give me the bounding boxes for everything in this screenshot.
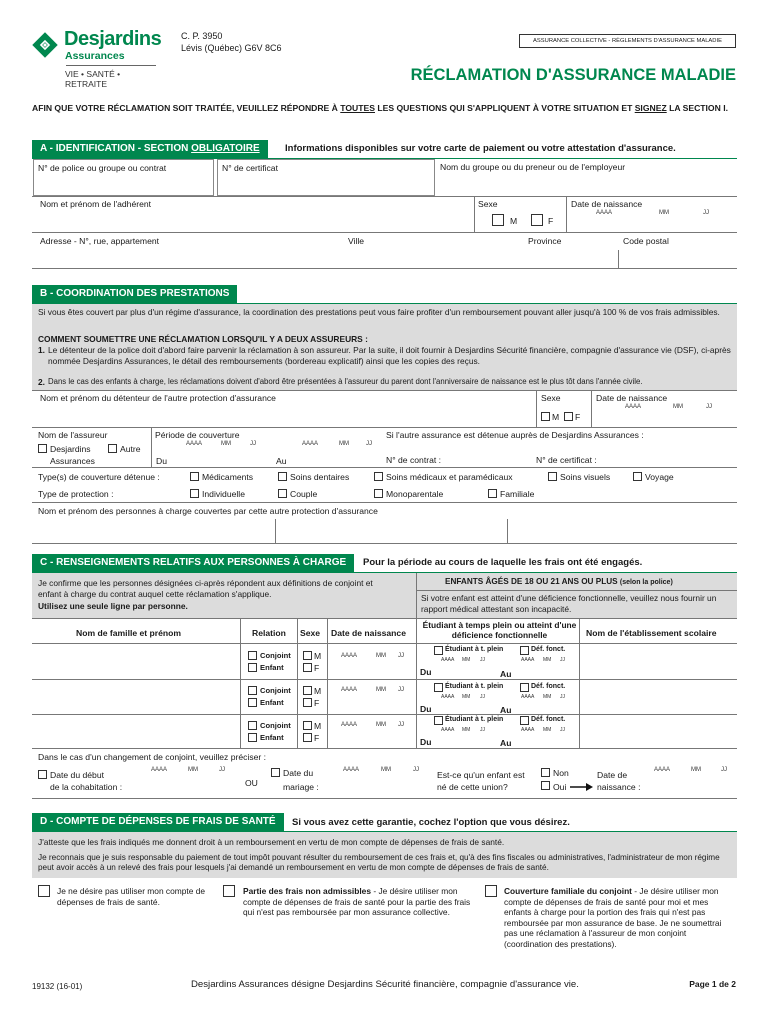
- tax-text: Je reconnais que je suis responsable du paiement de tout impôt pouvant résulter du remboursement de ces frais et, qu'à des fins fiscales ou administratives, l'administrateur de mon régime peut avoir accès à un relevé des frais pour lesquels j'ai demandé un remboursement en vertu de mon compte de dépenses de frais de santé.: [38, 853, 720, 872]
- coordination-item-2: Dans le cas des enfants à charge, les réclamations doivent d'abord être présentées à l'assureur du parent dont l'anniversaire de naissance est le plus tôt dans l'année civile.: [48, 377, 643, 386]
- conjoint-checkbox[interactable]: [248, 651, 257, 660]
- option-no-account-checkbox[interactable]: [38, 885, 50, 897]
- child-no-checkbox[interactable]: [541, 768, 550, 777]
- section-a-note: Informations disponibles sur votre carte de paiement ou votre attestation d'assurance.: [285, 143, 676, 154]
- attest-text: J'atteste que les frais indiqués me donnent droit à un remboursement en vertu de mon compte de dépenses de frais de santé.: [38, 837, 505, 847]
- disability-checkbox[interactable]: [520, 716, 529, 725]
- sex-m-checkbox[interactable]: [303, 686, 312, 695]
- certificate-field[interactable]: N° de certificat: [217, 159, 435, 196]
- family-checkbox[interactable]: [488, 489, 497, 498]
- coordination-item-1: Le détenteur de la police doit d'abord faire parvenir la réclamation à son assureur. Par la suite, il doit fournir à Desjardins Sécurité financière, compagnie d'assurance vie (DSF), ci-après nommée Desjardins Assurances, le détail des remboursements (bordereau explicatif) ainsi que les copies des reçus.: [48, 345, 731, 366]
- section-b-header: B - COORDINATION DES PRESTATIONS: [32, 285, 237, 303]
- page-title: RÉCLAMATION D'ASSURANCE MALADIE: [410, 66, 736, 84]
- policy-field[interactable]: N° de police ou groupe ou contrat: [33, 159, 214, 196]
- section-a-header: A - IDENTIFICATION - SECTION OBLIGATOIRE: [32, 140, 268, 158]
- mail-address: C. P. 3950 Lévis (Québec) G6V 8C6: [181, 31, 282, 53]
- logo-brand: Desjardins: [64, 28, 162, 50]
- disability-checkbox[interactable]: [520, 646, 529, 655]
- dependents-table: Nom de famille et prénom Relation Sexe Date de naissance Étudiant à temps plein ou atteint d'une déficience fonctionnelle Nom de l'établissement scolaire: [32, 618, 737, 748]
- kids-heading: ENFANTS ÂGÉS DE 18 OU 21 ANS OU PLUS (selon la police): [445, 577, 673, 586]
- period-label: Période de couverture: [155, 430, 240, 440]
- protection-type-label: Type de protection :: [38, 489, 114, 499]
- med-checkbox[interactable]: [190, 472, 199, 481]
- logo-sub: Assurances: [65, 50, 125, 62]
- sex-m-checkbox[interactable]: [492, 214, 504, 226]
- marriage-checkbox[interactable]: [271, 768, 280, 777]
- logo: [32, 28, 162, 89]
- kids-text: Si votre enfant est atteint d'une déficience fonctionnelle, veuillez nous fournir un rapport médical attestant son incapacité.: [421, 593, 717, 614]
- single-parent-checkbox[interactable]: [374, 489, 383, 498]
- option-spouse-text: Couverture familiale du conjoint - Je désire utiliser mon compte de dépenses de frais de santé pour moi et mes enfants à charge pour la portion des frais qui n'est pas remboursée par mon assurance de base. Je ne soumettrai pas une réclamation à l'assureur de mon conjoint (coordination des prestations).: [504, 886, 722, 949]
- holder-sex-f-checkbox[interactable]: [564, 412, 573, 421]
- enfant-checkbox[interactable]: [248, 733, 257, 742]
- coordination-intro: Si vous êtes couvert par plus d'un régime d'assurance, la coordination des prestations peut vous faire profiter d'un remboursement pouvant aller jusqu'à 100 % de vos frais admissibles.: [38, 307, 720, 317]
- dental-checkbox[interactable]: [278, 472, 287, 481]
- sex-f-checkbox[interactable]: [303, 698, 312, 707]
- city-label: Ville: [348, 236, 365, 246]
- coverage-types-label: Type(s) de couverture détenue :: [38, 472, 160, 482]
- logo-tagline: VIE • SANTÉ • RETRAITE: [65, 69, 121, 89]
- cohabitation-checkbox[interactable]: [38, 770, 47, 779]
- travel-checkbox[interactable]: [633, 472, 642, 481]
- table-row: Conjoint Enfant M F AAAA MM JJ Étudiant à t. plein Déf. fonct. AAAA MM JJ AAAA MM JJ Du Au: [32, 680, 737, 715]
- one-line-note: Utilisez une seule ligne par personne.: [38, 601, 188, 611]
- section-d-header: D - COMPTE DE DÉPENSES DE FRAIS DE SANTÉ: [32, 813, 284, 831]
- sex-m-checkbox[interactable]: [303, 721, 312, 730]
- sex-label: Sexe: [478, 199, 498, 209]
- contract-number-label: N° de contrat :: [386, 455, 442, 465]
- insurer-other-checkbox[interactable]: [108, 444, 117, 453]
- student-checkbox[interactable]: [434, 716, 443, 725]
- sex-f-checkbox[interactable]: [303, 663, 312, 672]
- province-label: Province: [528, 236, 562, 246]
- address-label: Adresse - N°, rue, appartement: [40, 236, 160, 246]
- sex-m-checkbox[interactable]: [303, 651, 312, 660]
- section-c-note: Pour la période au cours de laquelle les frais ont été engagés.: [363, 557, 643, 568]
- option-no-account-text: Je ne désire pas utiliser mon compte de dépenses de frais de santé.: [57, 886, 206, 907]
- option-partial-checkbox[interactable]: [223, 885, 235, 897]
- insurer-label: Nom de l'assureur: [38, 430, 108, 440]
- header-box: ASSURANCE COLLECTIVE - RÈGLEMENTS D'ASSURANCE MALADIE: [519, 34, 736, 48]
- other-desjardins-label: Si l'autre assurance est détenue auprès de Desjardins Assurances :: [386, 430, 644, 440]
- page-number: Page 1 de 2: [689, 979, 736, 989]
- section-c-header: C - RENSEIGNEMENTS RELATIFS AUX PERSONNES À CHARGE: [32, 554, 354, 572]
- disability-checkbox[interactable]: [520, 683, 529, 692]
- option-partial-text: Partie des frais non admissibles - Je désire utiliser mon compte de dépenses de frais de santé pour la partie des frais qui n'est pas remboursée par mon assurance collective.: [243, 886, 471, 917]
- enfant-checkbox[interactable]: [248, 698, 257, 707]
- desjardins-logo-icon: [32, 32, 58, 58]
- coordination-heading: COMMENT SOUMETTRE UNE RÉCLAMATION LORSQU'IL Y A DEUX ASSUREURS :: [38, 334, 368, 344]
- group-name-label: Nom du groupe ou du preneur ou de l'employeur: [440, 162, 626, 172]
- couple-checkbox[interactable]: [278, 489, 287, 498]
- child-yes-checkbox[interactable]: [541, 781, 550, 790]
- spouse-change-label: Dans le cas d'un changement de conjoint, veuillez préciser :: [38, 752, 267, 762]
- member-name-label: Nom et prénom de l'adhérent: [40, 199, 152, 209]
- vision-checkbox[interactable]: [548, 472, 557, 481]
- option-spouse-checkbox[interactable]: [485, 885, 497, 897]
- section-d-note: Si vous avez cette garantie, cochez l'option que vous désirez.: [292, 817, 570, 828]
- sex-f-checkbox[interactable]: [303, 733, 312, 742]
- arrow-right-icon: [570, 782, 594, 792]
- conjoint-checkbox[interactable]: [248, 721, 257, 730]
- form-code: 19132 (16-01): [32, 982, 83, 991]
- confirm-text: Je confirme que les personnes désignées ci-après répondent aux définitions de conjoint et enfant à charge du contrat auquel cette réclamation s'applique.: [38, 578, 373, 599]
- paramed-checkbox[interactable]: [374, 472, 383, 481]
- dob-label: Date de naissance: [571, 199, 643, 209]
- individual-checkbox[interactable]: [190, 489, 199, 498]
- footer-text: Desjardins Assurances désigne Desjardins Sécurité financière, compagnie d'assurance vie.: [191, 979, 579, 990]
- table-row: Conjoint Enfant M F AAAA MM JJ Étudiant à t. plein Déf. fonct. AAAA MM JJ AAAA MM JJ Du Au: [32, 715, 737, 749]
- certificate-number-label: N° de certificat :: [536, 455, 597, 465]
- holder-sex-m-checkbox[interactable]: [541, 412, 550, 421]
- postal-label: Code postal: [623, 236, 669, 246]
- table-row: Conjoint Enfant M F AAAA MM JJ Étudiant à t. plein Déf. fonct. AAAA MM JJ AAAA MM JJ Du Au: [32, 644, 737, 680]
- intro-text: AFIN QUE VOTRE RÉCLAMATION SOIT TRAITÉE, VEUILLEZ RÉPONDRE À TOUTES LES QUESTIONS QUI S'APPLIQUENT À VOTRE SITUATION ET SIGNEZ LA SECTION I.: [32, 103, 728, 113]
- enfant-checkbox[interactable]: [248, 663, 257, 672]
- conjoint-checkbox[interactable]: [248, 686, 257, 695]
- sex-f-checkbox[interactable]: [531, 214, 543, 226]
- student-checkbox[interactable]: [434, 683, 443, 692]
- student-checkbox[interactable]: [434, 646, 443, 655]
- dependents-label: Nom et prénom des personnes à charge couvertes par cette autre protection d'assurance: [38, 506, 378, 516]
- holder-name-label: Nom et prénom du détenteur de l'autre protection d'assurance: [40, 393, 276, 403]
- insurer-desjardins-checkbox[interactable]: [38, 444, 47, 453]
